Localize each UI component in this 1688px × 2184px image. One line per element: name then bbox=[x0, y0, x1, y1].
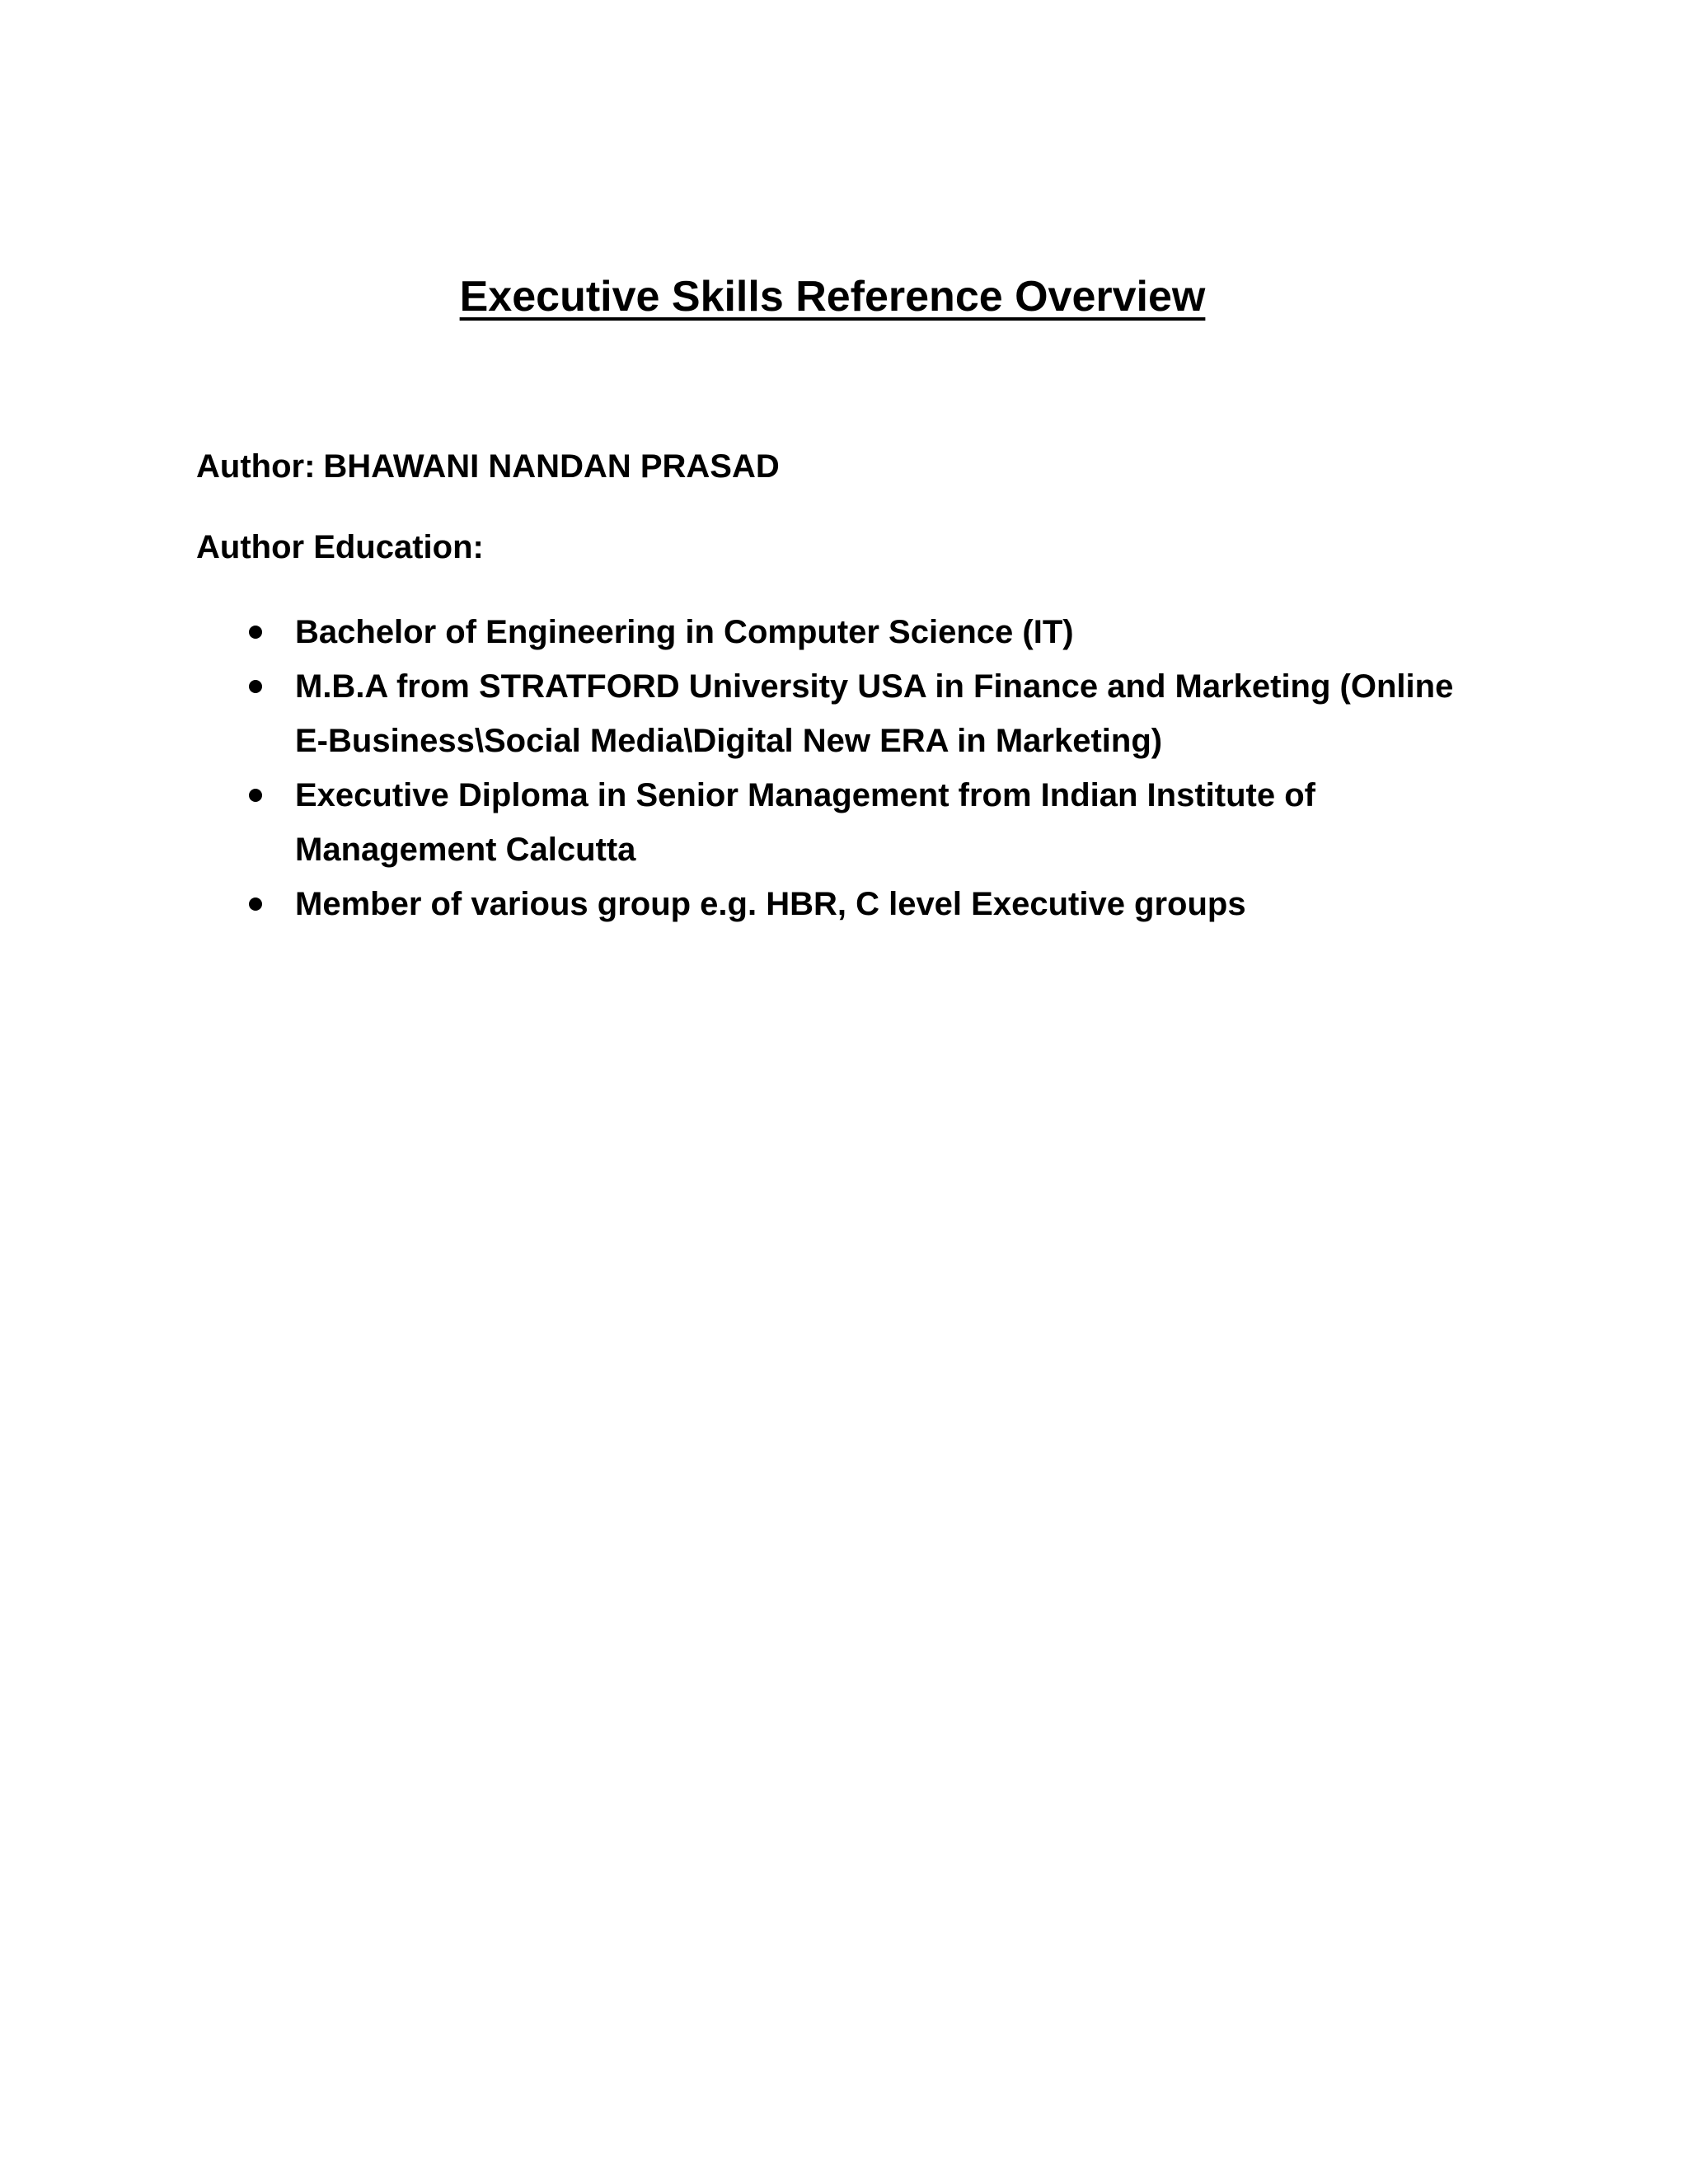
bullet-dot-icon bbox=[249, 680, 262, 693]
author-line bbox=[196, 443, 780, 490]
education-item bbox=[196, 659, 1482, 768]
education-heading: Author Education: bbox=[196, 529, 484, 565]
education-item-text: M.B.A from STRATFORD University USA in Finance and Marketing (Online E-Business\Social Media\Digital New ERA in Marketing) bbox=[295, 668, 1454, 759]
education-item-text: Bachelor of Engineering in Computer Science (IT) bbox=[295, 614, 1074, 650]
education-item-text: Executive Diploma in Senior Management from Indian Institute of Management Calcutta bbox=[295, 777, 1315, 868]
bullet-dot-icon bbox=[249, 626, 262, 639]
document-title: Executive Skills Reference Overview bbox=[459, 273, 1206, 321]
author-label: Author: bbox=[196, 448, 316, 485]
author-name: BHAWANI NANDAN PRASAD bbox=[323, 448, 780, 485]
bullet-dot-icon bbox=[249, 789, 262, 802]
education-item bbox=[196, 605, 1482, 659]
education-item bbox=[196, 877, 1482, 931]
bullet-dot-icon bbox=[249, 898, 262, 911]
education-list bbox=[196, 605, 1482, 931]
education-item-text: Member of various group e.g. HBR, C level Executive groups bbox=[295, 886, 1246, 922]
education-item bbox=[196, 768, 1482, 877]
